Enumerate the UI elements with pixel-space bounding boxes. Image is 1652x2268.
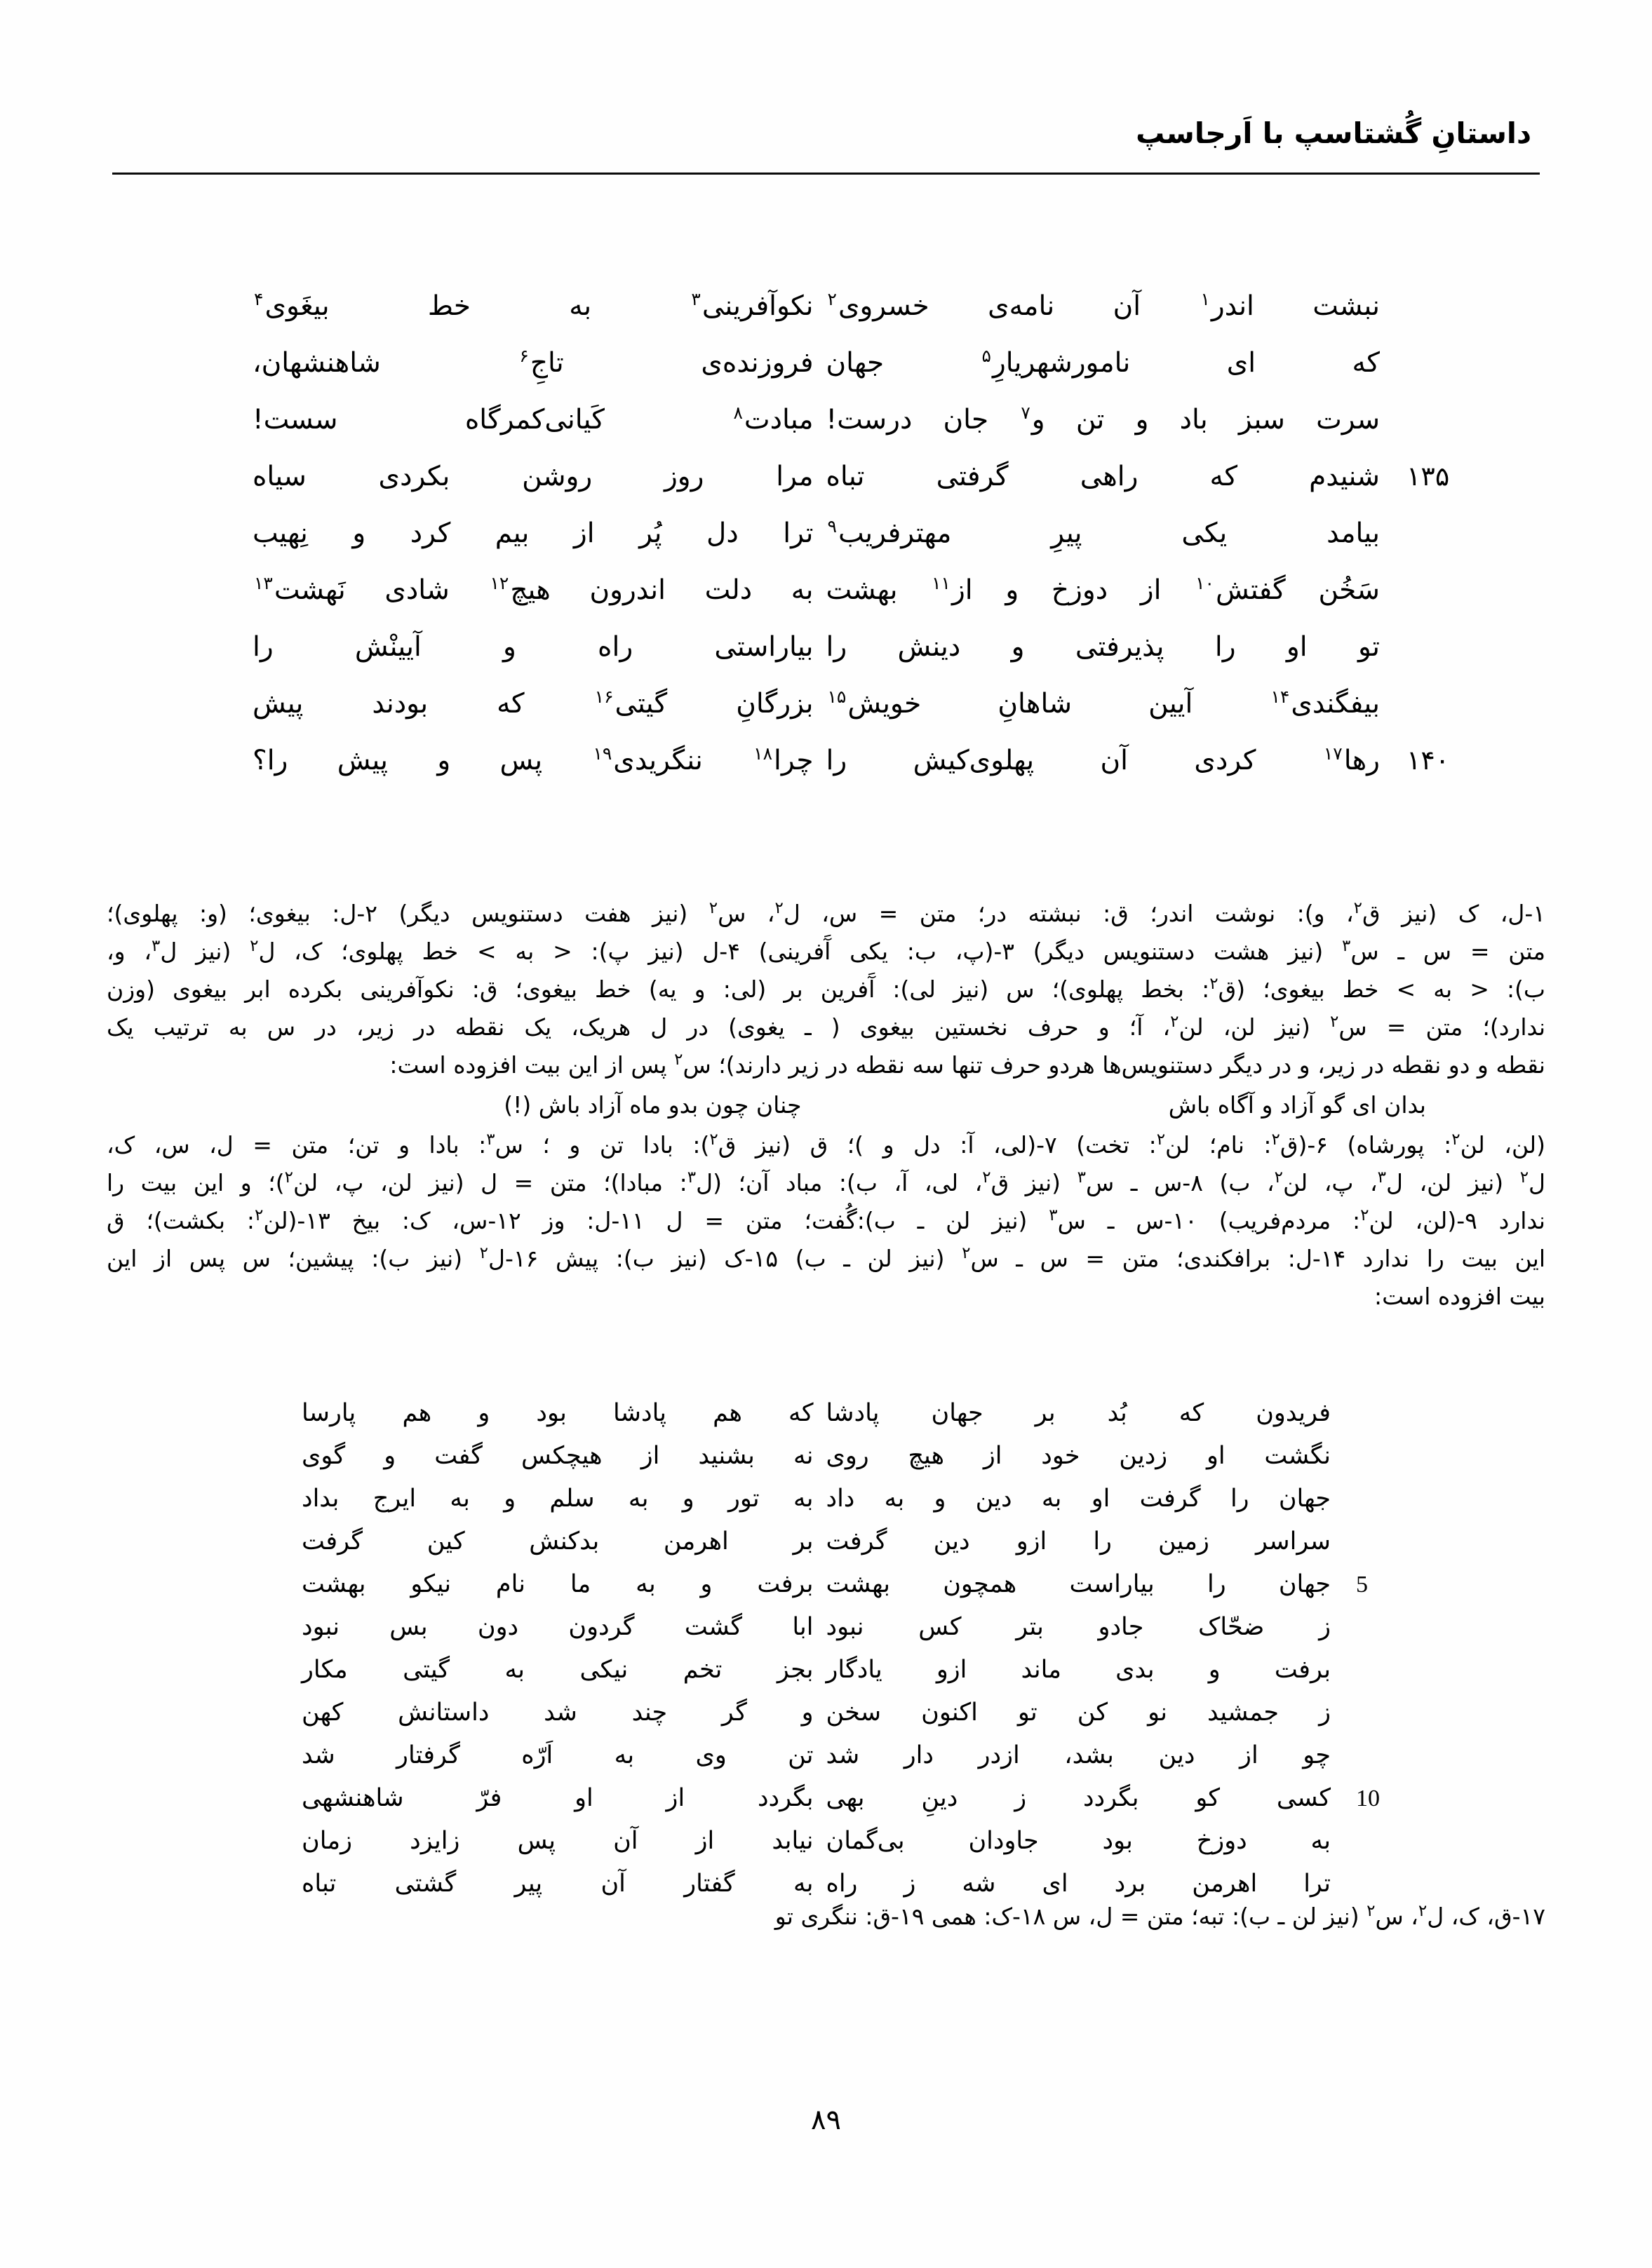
apparatus-line: ۱۷-ق، ک، ل$^۲$، س$^۲$ (نیز لن ـ ب): تبه؛ متن = ل، س ۱۸-ک: همی ۱۹-ق: ننگری تو <box>774 1902 1545 1930</box>
bayt-row <box>302 1520 1350 1563</box>
hemistich-left <box>302 1392 826 1435</box>
hemistich-right-text: نبشت اندر$^۱$ آن نامه‌ی خسروی$^۲$ <box>827 289 1380 322</box>
hemistich-right-text: ز ضحّاک جادو بتر کس نبود <box>826 1613 1331 1641</box>
hemistich-right-text: ز جمشید نو کن تو اکنون سخن <box>826 1699 1331 1727</box>
hemistich-right <box>826 675 1400 732</box>
hemistich-left-text: به تور و به سلم و به ایرج بداد <box>302 1485 814 1513</box>
bayt-row <box>253 335 1399 391</box>
hemistich-right-text: سَخُن گفتش$^{۱۰}$ از دوزخ و از$^{۱۱}$ بهشت <box>826 573 1380 606</box>
running-head <box>112 116 1540 182</box>
hemistich-left <box>253 278 826 335</box>
hemistich-right-text: که ای نامورشهریارِ$^۵$ جهان <box>826 346 1380 379</box>
hemistich-left <box>302 1734 826 1777</box>
apparatus-line: ندارد ۹-(لن، لن$^۲$: مردم‌فریب) ۱۰-س ـ س$^۳$ (نیز لن ـ ب):گُفت؛ متن = ل ۱۱-ل: وز ۱۲-س، ک: بیخ ۱۳-(لن$^۲$: بکشت)؛ ق <box>107 1206 1545 1234</box>
hemistich-left <box>253 619 826 675</box>
apparatus-line: ندارد)؛ متن = س$^۲$ (نیز لن، لن$^۲$، آ؛ و حرف نخستین بیغوی ( ـ یغوی) در ل هریک، یک نقطه در زیر، در س به ترتیب یک <box>107 1013 1546 1041</box>
hemistich-right <box>826 1520 1351 1563</box>
hemistich-right <box>826 562 1400 619</box>
hemistich-left-text: فروزنده‌ی تاجِ$^۶$ شاهنشهان، <box>253 346 814 379</box>
hemistich-left <box>253 732 826 789</box>
bayt-row <box>302 1692 1350 1734</box>
hemistich-right-text: کسی کو بگردد ز دینِ بهی <box>826 1784 1331 1812</box>
apparatus-line: بیت افزوده است: <box>1374 1283 1545 1310</box>
hemistich-right-text: برفت و بدی ماند ازو یادگار <box>826 1656 1331 1684</box>
hemistich-right-text: ترا اهرمن برد ای شه ز راه <box>826 1870 1331 1898</box>
hemistich-left <box>253 391 826 448</box>
hemistich-right-text: شنیدم که راهی گرفتی تباه <box>826 461 1380 492</box>
apparatus-criticus-upper <box>107 895 1545 1316</box>
bayt-row <box>253 675 1399 732</box>
hemistich-left <box>302 1563 826 1606</box>
hemistich-left-text: ترا دل پُر از بیم کرد و نِهیب <box>253 518 814 549</box>
bayt-row <box>253 391 1399 448</box>
apparatus-line: نقطه و دو نقطه در زیر، و در دیگر دستنویس‌ها هردو حرف تنها سه نقطه در زیر دارند)؛ س$^۲$ پس از این بیت افزوده است: <box>389 1051 1545 1079</box>
hemistich-left <box>302 1692 826 1734</box>
hemistich-left <box>302 1478 826 1520</box>
hemistich-right-text: تو او را پذیرفتی و دینش را <box>826 631 1380 663</box>
hemistich-right <box>826 732 1450 789</box>
hemistich-left <box>302 1649 826 1692</box>
hemistich-left <box>302 1777 826 1820</box>
hemistich-right-text: بیفگندی$^{۱۴}$ آیین شاهانِ خویش$^{۱۵}$ <box>827 687 1380 720</box>
hemistich-right <box>826 1606 1351 1649</box>
hemistich-left <box>253 335 826 391</box>
bayt-row <box>253 505 1399 562</box>
hemistich-left-text: بگردد از او فرّ شاهنشهی <box>302 1784 814 1812</box>
bayt-row <box>253 732 1450 789</box>
hemistich-left-text: به گفتار آن پیر گشتی تباه <box>302 1870 814 1898</box>
hemistich-right-text: بیامد یکی پیرِ مهترفریب$^۹$ <box>827 516 1380 549</box>
added-verse-block <box>302 1392 1380 1905</box>
apparatus-line: ب): < به > خط بیغوی؛ (ق$^۲$: بخط پهلوی)؛ س (نیز لی): آَفرین بر (لی: و یه) خط بیغوی؛ ق: نکوآفرینی بکرده ابر بیغوی (وزن <box>107 975 1546 1003</box>
hemistich-left-text: بزرگانِ گیتی$^{۱۶}$ که بودند پیش <box>253 687 814 720</box>
hemistich-right <box>826 1777 1380 1820</box>
hemistich-right <box>826 1820 1351 1863</box>
apparatus-line: (لن، لن$^۲$: پورشاه) ۶-(ق$^۲$: نام؛ لن$^۲$: تخت) ۷-(لی، آ: دل و )؛ ق (نیز ق$^۲$): بادا تن و ؛ س$^۳$: بادا و تن؛ متن = ل، س، ک، <box>107 1130 1545 1159</box>
apparatus-line: متن = س ـ س$^۳$ (نیز هشت دستنویس دیگر) ۳-(پ، ب: یکی آَفرینی) ۴-ل (نیز پ): < به > خط پهلوی؛ ک، ل$^۲$ (نیز ل$^۳$، و، <box>107 937 1546 965</box>
hemistich-right <box>826 1649 1351 1692</box>
hemistich-left-text: ابا گشت گردون دون بس نبود <box>302 1613 814 1641</box>
hemistich-left-text: چرا$^{۱۸}$ ننگریدی$^{۱۹}$ پس و پیش را؟ <box>253 743 814 776</box>
hemistich-right-text: جهان را بیاراست همچون بهشت <box>826 1570 1331 1598</box>
bayt-row <box>302 1649 1350 1692</box>
hemistich-left-text: برفت و به ما نام نیکو بهشت <box>302 1570 814 1598</box>
apparatus-line: ل$^۲$ (نیز لن، ل$^۳$، پ، لن$^۲$، ب) ۸-س ـ س$^۳$ (نیز ق$^۲$، لی، آ، ب): مباد آن؛ (ل$^۳$: مبادا)؛ متن = ل (نیز لن، پ، لن$^۲$)؛ و این بیت را <box>107 1168 1546 1196</box>
inset-quoted-bayt <box>107 1086 1545 1125</box>
hemistich-right <box>826 448 1450 505</box>
bayt-row <box>302 1435 1350 1478</box>
hemistich-left-text: بیاراستی راه و آیینْش را <box>253 631 814 663</box>
hemistich-right <box>826 505 1400 562</box>
running-head-title: داستانِ گُشتاسپ با اَرجاسپ <box>1136 116 1531 150</box>
hemistich-right-text: جهان را گرفت او به دین و به داد <box>826 1485 1331 1513</box>
bayt-row <box>253 562 1399 619</box>
hemistich-right-text: سرت سبز باد و تن و$^۷$ جان درست! <box>826 403 1381 436</box>
hemistich-right <box>826 1563 1368 1606</box>
header-rule <box>112 173 1540 175</box>
hemistich-left <box>302 1435 826 1478</box>
inset-hemistich-right: بدان ای گو آزاد و آگاه باش <box>1168 1091 1426 1119</box>
hemistich-right-text: سراسر زمین را ازو دین گرفت <box>826 1527 1331 1555</box>
bayt-row <box>302 1777 1380 1820</box>
hemistich-right <box>826 1478 1351 1520</box>
apparatus-criticus-tail <box>107 1898 1545 1936</box>
hemistich-left <box>253 562 826 619</box>
bayt-row <box>302 1392 1350 1435</box>
hemistich-left <box>302 1520 826 1563</box>
apparatus-line: ۱-ل، ک (نیز ق$^۲$، و): نوشت اندر؛ ق: نبشته در؛ متن = س، ل$^۲$، س$^۲$ (نیز هفت دستنویس دیگر) ۲-ل: بیغوی؛ (و: پهلوی)؛ <box>107 899 1545 927</box>
hemistich-left-text: مرا روز روشن بکردی سیاه <box>253 461 814 492</box>
hemistich-left-text: نکوآفرینی$^۳$ به خط بیغَوی$^۴$ <box>254 289 814 322</box>
bayt-row <box>253 448 1450 505</box>
hemistich-left-text: و گر چند شد داستانش کهن <box>302 1699 814 1727</box>
hemistich-right-text: رها$^{۱۷}$ کردی آن پهلوی‌کیش را <box>826 743 1380 776</box>
bayt-row <box>302 1820 1350 1863</box>
hemistich-right <box>826 1435 1351 1478</box>
hemistich-right <box>826 335 1400 391</box>
hemistich-right <box>826 278 1400 335</box>
folio-number: ۸۹ <box>811 2104 841 2136</box>
hemistich-right-text: به دوزخ بود جاودان بی‌گمان <box>826 1827 1331 1855</box>
hemistich-left-text: مبادت$^۸$ کَیانی‌کمرگاه سست! <box>253 403 814 436</box>
bayt-row <box>302 1734 1350 1777</box>
verse-line-number: 10 <box>1356 1786 1380 1811</box>
bayt-row <box>302 1478 1350 1520</box>
hemistich-right-text: چو از دین بشد، ازدر دار شد <box>826 1741 1331 1769</box>
inset-hemistich-left: چنان چون بدو ماه آزاد باش (!) <box>504 1091 802 1119</box>
hemistich-left-text: تن وی به اَرّه گرفتار شد <box>302 1741 814 1769</box>
hemistich-left-text: نیابد از آن پس زایزد زمان <box>302 1827 814 1855</box>
verse-line-number: 5 <box>1356 1572 1368 1598</box>
hemistich-left <box>253 448 826 505</box>
hemistich-left-text: بجز تخم نیکی به گیتی مکار <box>302 1656 814 1684</box>
bayt-row <box>253 278 1399 335</box>
main-verse-block <box>253 278 1450 789</box>
bayt-row <box>302 1606 1350 1649</box>
hemistich-right <box>826 391 1400 448</box>
bayt-row <box>302 1563 1368 1606</box>
hemistich-left-text: که هم پادشا بود و هم پارسا <box>302 1399 814 1427</box>
hemistich-right <box>826 1392 1351 1435</box>
hemistich-left-text: نه بشنید از هیچکس گفت و گوی <box>302 1442 814 1470</box>
verse-line-number: ۱۳۵ <box>1406 461 1450 492</box>
hemistich-right <box>826 1734 1351 1777</box>
hemistich-left-text: به دلت اندرون هیچ$^{۱۲}$ شادی نَهشت$^{۱۳}$ <box>254 573 814 606</box>
hemistich-left <box>253 505 826 562</box>
hemistich-left <box>253 675 826 732</box>
hemistich-right <box>826 619 1400 675</box>
hemistich-right <box>826 1692 1351 1734</box>
hemistich-left-text: بر اهرمن بدکنش کین گرفت <box>302 1527 814 1555</box>
hemistich-right-text: نگشت او زدین خود از هیچ روی <box>826 1442 1331 1470</box>
verse-line-number: ۱۴۰ <box>1406 745 1450 776</box>
bayt-row <box>253 619 1399 675</box>
hemistich-left <box>302 1820 826 1863</box>
hemistich-right-text: فریدون که بُد بر جهان پادشا <box>826 1399 1331 1427</box>
hemistich-left <box>302 1606 826 1649</box>
apparatus-line: این بیت را ندارد ۱۴-ل: برافکندی؛ متن = س ـ س$^۲$ (نیز لن ـ ب) ۱۵-ک (نیز ب): پیش ۱۶-ل$^۲$ (نیز ب): پیشین؛ س پس از این <box>107 1244 1545 1272</box>
